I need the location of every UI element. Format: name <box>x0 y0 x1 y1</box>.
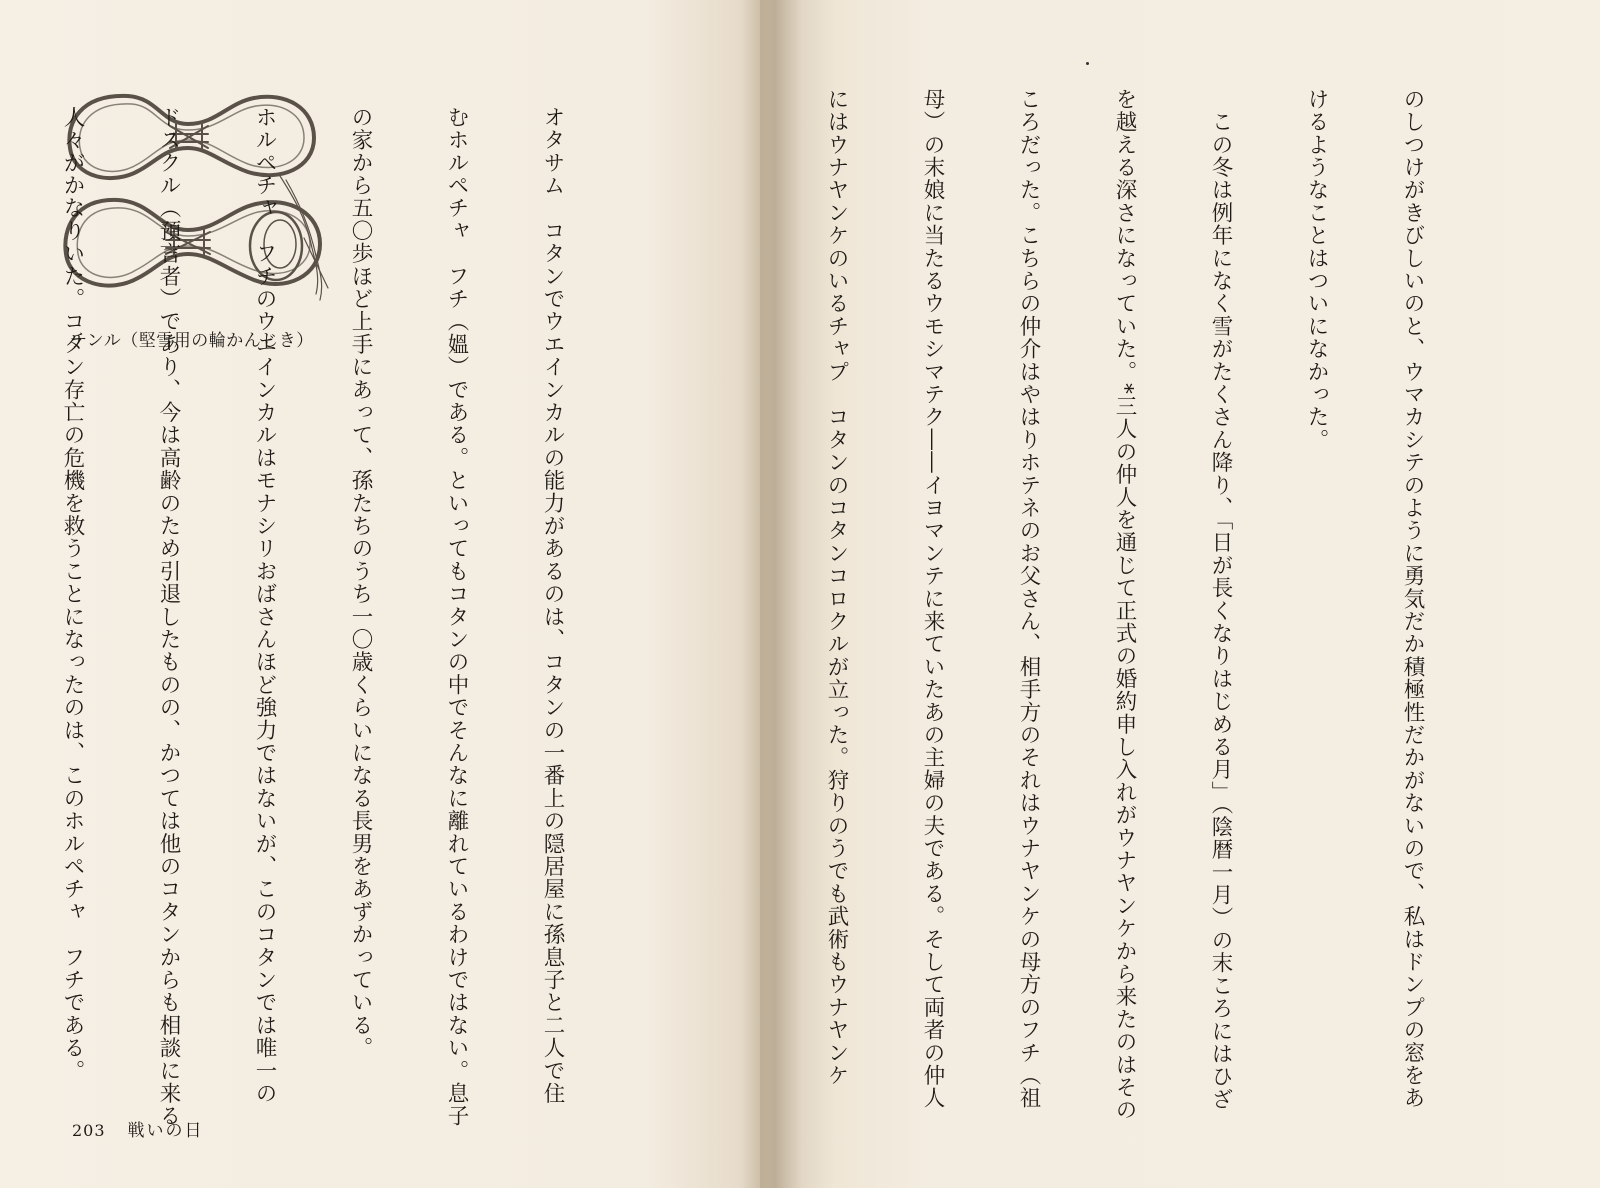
text-line: むホルペチャ フチ（媼）である。といってもコタンの中でそんなに離れているわけではない。息子 <box>444 106 469 1128</box>
text-line: を越える深さになっていた。*三人の仲人を通じて正式の婚約申し入れがウナヤンケから来たのはその <box>1112 88 1137 1122</box>
right-page <box>760 0 1600 1188</box>
right-page-body <box>760 88 1492 1122</box>
text-line: この冬は例年になく雪がたくさん降り、「日が長くなりはじめる月」（陰暦一月）の末ころにはひざ <box>1208 88 1233 1111</box>
page-number: 203 <box>72 1121 106 1140</box>
text-line: けるようなことはついになかった。 <box>1304 88 1329 452</box>
paper-speck <box>1086 62 1089 65</box>
running-title: 戦いの日 <box>127 1121 204 1141</box>
left-page <box>0 0 760 1188</box>
left-page-footer <box>72 1116 204 1141</box>
text-line: 人々がかなりいた。コタン存亡の危機を救うことになったのは、このホルペチャ フチである。 <box>60 106 85 1083</box>
figure-caption: チンル（堅雪用の輪かんじき） <box>70 331 314 351</box>
text-line: 母）の末娘に当たるウモシマテク――イヨマンテに来ていたあの主婦の夫である。そして両者の仲人 <box>920 88 945 1110</box>
text-line: のしつけがきびしいのと、ウマカシテのように勇気だか積極性だかがないので、私はドンプの窓をあ <box>1400 88 1425 1110</box>
text-line: ころだった。こちらの仲介はやはりホテネのお父さん、相手方のそれはウナヤンケの母方のフチ（祖 <box>1016 88 1041 1110</box>
text-line: にはウナヤンケのいるチャプ コタンのコタンコロクルが立った。狩りのうでも武術もウナヤンケ <box>824 88 849 1087</box>
text-line: ホルペチャ フチのウエインカルはモナシリおばさんほど強力ではないが、このコタンでは唯一の <box>252 106 277 1105</box>
left-page-body <box>0 106 632 1128</box>
text-line: の家から五〇歩ほど上手にあって、孫たちのうち一〇歳くらいになる長男をあずかっている。 <box>348 106 373 1060</box>
book-gutter <box>742 0 802 1188</box>
text-line: ドスクル（預言者）であり、今は高齢のため引退したものの、かつては他のコタンからも相談に来る <box>156 106 181 1128</box>
text-line: オタサム コタンでウエインカルの能力があるのは、コタンの一番上の隠居屋に孫息子と二人で住 <box>540 106 565 1105</box>
